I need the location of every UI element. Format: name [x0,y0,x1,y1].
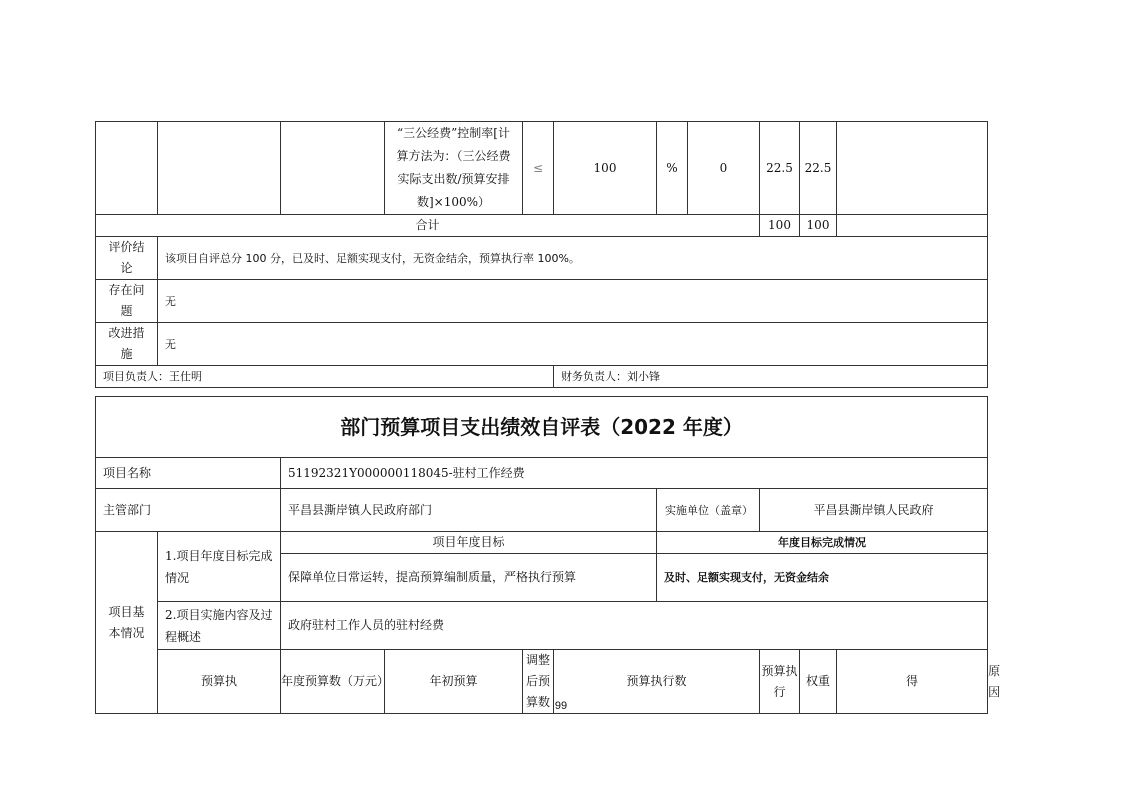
basic-info-label: 项目基本情况 [96,532,158,714]
completion-header: 年度目标完成情况 [657,532,988,554]
operator-cell: ≤ [523,122,554,215]
executed-budget-header: 预算执行数 [554,650,760,714]
total-row [96,215,988,237]
impl-unit-label: 实施单位（盖章） [657,489,760,532]
page-number: 99 [554,700,568,712]
initial-budget-header: 年初预算 [385,650,523,714]
weight-cell: 22.5 [760,122,800,215]
total-weight: 100 [760,215,800,237]
weight-header: 权重 [800,650,837,714]
actual-cell: 0 [688,122,760,215]
budget-label: 预算执 [158,650,281,714]
content-row [96,602,988,650]
score-cell: 22.5 [800,122,837,215]
total-score: 100 [800,215,837,237]
exec-rate-header: 预算执行 [760,650,800,714]
unit-cell: % [657,122,688,215]
performance-table-continued [95,121,988,388]
annual-goal-header: 项目年度目标 [281,532,657,554]
indicator-row [96,122,988,215]
problems-text: 无 [158,280,988,323]
project-name-value: 51192321Y000000118045-驻村工作经费 [281,458,988,489]
problems-label: 存在问题 [96,280,158,323]
budget-header-row: 预算执 年度预算数（万元） 年初预算 调整后预算数 预算执行数 预算执行 权重 得 原因 [96,650,988,714]
project-name-row [96,458,988,489]
goal-header-row [96,532,988,554]
impl-unit-value: 平昌县澌岸镇人民政府 [760,489,988,532]
score-header: 得 [837,650,988,714]
content-label: 2.项目实施内容及过程概述 [158,602,281,650]
improvements-text: 无 [158,323,988,366]
page-title: 部门预算项目支出绩效自评表（2022 年度） [96,397,988,458]
department-row [96,489,988,532]
improvements-label: 改进措施 [96,323,158,366]
conclusion-row [96,237,988,280]
conclusion-text: 该项目自评总分 100 分，已及时、足额实现支付，无资金结余，预算执行率 100%。 [158,237,988,280]
completion-text: 及时、足额实现支付，无资金结余 [657,554,988,602]
annual-budget-header: 年度预算数（万元） [281,650,385,714]
self-evaluation-table [95,396,1001,714]
total-label: 合计 [96,215,760,237]
title-row [96,397,988,458]
goal-label: 1.项目年度目标完成情况 [158,532,281,602]
conclusion-label: 评价结论 [96,237,158,280]
signature-row [96,366,988,388]
annual-goal: 保障单位日常运转，提高预算编制质量，严格执行预算 [281,554,657,602]
project-leader: 项目负责人：王仕明 [96,366,554,388]
project-name-label: 项目名称 [96,458,281,489]
finance-leader: 财务负责人：刘小锋 [554,366,988,388]
problems-row [96,280,988,323]
improvements-row [96,323,988,366]
indicator-cell: “三公经费”控制率[计算方法为：（三公经费实际支出数/预算安排数]×100%） [385,122,523,215]
content-text: 政府驻村工作人员的驻村经费 [281,602,988,650]
target-cell: 100 [554,122,657,215]
adjusted-budget-header: 调整后预算数 [523,650,554,714]
dept-label: 主管部门 [96,489,281,532]
dept-value: 平昌县澌岸镇人民政府部门 [281,489,657,532]
